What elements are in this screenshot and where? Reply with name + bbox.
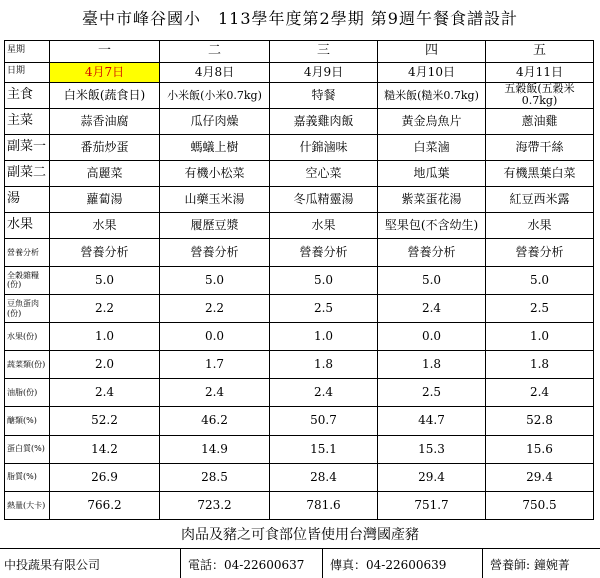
menu-row-veg (5, 351, 594, 379)
side-dish-1-cell: 白菜滷 (378, 134, 486, 160)
vegetable-value: 1.8 (378, 351, 486, 379)
analysis-cell: 營養分析 (270, 238, 378, 266)
main-dish-cell: 蒜香油腐 (50, 108, 160, 134)
fat-portion-value: 2.5 (378, 379, 486, 407)
date-cell: 4月10日 (378, 62, 486, 82)
carb-pct-value: 50.7 (270, 407, 378, 435)
menu-row-side2 (5, 160, 594, 186)
vegetable-value: 1.7 (160, 351, 270, 379)
grains-value: 5.0 (160, 266, 270, 294)
row-label-fruit: 水果 (5, 212, 50, 238)
protein-pct-value: 14.9 (160, 435, 270, 463)
fruit-cell: 履歷豆漿 (160, 212, 270, 238)
weekday-cell: 五 (486, 41, 594, 63)
footer-divider (482, 549, 483, 578)
main-dish-cell: 瓜仔肉燥 (160, 108, 270, 134)
row-label-fat_pct: 脂質(%) (5, 463, 50, 491)
menu-row-prot_pct (5, 435, 594, 463)
fat-pct-value: 28.5 (160, 463, 270, 491)
fruit-portion-value: 0.0 (160, 323, 270, 351)
weekday-cell: 二 (160, 41, 270, 63)
row-label-veg: 蔬菜類(份) (5, 351, 50, 379)
main-dish-cell: 蔥油雞 (486, 108, 594, 134)
side-dish-2-cell: 高麗菜 (50, 160, 160, 186)
footer-bar (0, 548, 600, 578)
protein-value: 2.5 (486, 295, 594, 323)
calorie-value: 766.2 (50, 491, 160, 519)
fat-portion-value: 2.4 (270, 379, 378, 407)
fruit-portion-value: 1.0 (50, 323, 160, 351)
soup-cell: 蘿蔔湯 (50, 186, 160, 212)
carb-pct-value: 46.2 (160, 407, 270, 435)
menu-row-grains (5, 266, 594, 294)
protein-value: 2.5 (270, 295, 378, 323)
fat-portion-value: 2.4 (160, 379, 270, 407)
vegetable-value: 1.8 (270, 351, 378, 379)
staple-text: 小米飯(小米0.7kg) (167, 88, 262, 102)
menu-row-date (5, 62, 594, 82)
weekday-cell: 四 (378, 41, 486, 63)
row-label-prot_pct: 蛋白質(%) (5, 435, 50, 463)
row-label-fat: 油脂(份) (5, 379, 50, 407)
soup-cell: 山藥玉米湯 (160, 186, 270, 212)
calorie-value: 781.6 (270, 491, 378, 519)
grains-value: 5.0 (486, 266, 594, 294)
row-label-staple: 主食 (5, 82, 50, 108)
calorie-value: 723.2 (160, 491, 270, 519)
date-cell: 4月11日 (486, 62, 594, 82)
row-label-carb: 醣類(%) (5, 407, 50, 435)
staple-text: 五穀飯(五穀米0.7kg) (504, 82, 575, 107)
protein-pct-value: 15.1 (270, 435, 378, 463)
side-dish-1-cell: 螞蟻上樹 (160, 134, 270, 160)
menu-row-protein (5, 295, 594, 323)
weekday-cell: 三 (270, 41, 378, 63)
menu-row-carb (5, 407, 594, 435)
protein-pct-value: 15.6 (486, 435, 594, 463)
row-label-kcal: 熱量(大卡) (5, 491, 50, 519)
fat-pct-value: 26.9 (50, 463, 160, 491)
side-dish-1-cell: 番茄炒蛋 (50, 134, 160, 160)
staple-cell: 特餐 (270, 82, 378, 108)
main-dish-cell: 嘉義雞肉飯 (270, 108, 378, 134)
footer-divider (322, 549, 323, 578)
staple-cell (160, 82, 270, 108)
menu-row-analysis (5, 238, 594, 266)
fruit-cell: 水果 (270, 212, 378, 238)
company-name: 中投蔬果有限公司 (4, 558, 101, 572)
row-label-side1: 副菜一 (5, 134, 50, 160)
staple-cell (486, 82, 594, 108)
row-label-main: 主菜 (5, 108, 50, 134)
page-title: 臺中市峰谷國小 113學年度第2學期 第9週午餐食譜設計 (82, 9, 518, 28)
menu-row-fat_pct (5, 463, 594, 491)
fruit-portion-value: 0.0 (378, 323, 486, 351)
staple-cell: 白米飯(蔬食日) (50, 82, 160, 108)
phone-number: 電話：04-22600637 (188, 558, 305, 572)
menu-table (4, 40, 594, 520)
protein-value: 2.4 (378, 295, 486, 323)
menu-row-water (5, 323, 594, 351)
side-dish-2-cell: 有機黑葉白菜 (486, 160, 594, 186)
dietitian-name: 營養師: 鐘婉菁 (490, 558, 570, 572)
weekday-cell: 一 (50, 41, 160, 63)
row-label-soup: 湯 (5, 186, 50, 212)
protein-value: 2.2 (160, 295, 270, 323)
fruit-portion-value: 1.0 (486, 323, 594, 351)
analysis-cell: 營養分析 (50, 238, 160, 266)
date-cell: 4月7日 (50, 62, 160, 82)
carb-pct-value: 52.2 (50, 407, 160, 435)
fat-pct-value: 29.4 (486, 463, 594, 491)
fax-number: 傳真：04-22600639 (330, 558, 447, 572)
staple-cell (378, 82, 486, 108)
row-label-protein: 豆魚蛋肉(份) (5, 295, 50, 323)
side-dish-2-cell: 地瓜葉 (378, 160, 486, 186)
menu-row-soup (5, 186, 594, 212)
carb-pct-value: 52.8 (486, 407, 594, 435)
date-cell: 4月9日 (270, 62, 378, 82)
protein-pct-value: 15.3 (378, 435, 486, 463)
menu-row-kcal (5, 491, 594, 519)
row-label-side2: 副菜二 (5, 160, 50, 186)
fat-pct-value: 29.4 (378, 463, 486, 491)
side-dish-2-cell: 有機小松菜 (160, 160, 270, 186)
protein-pct-value: 14.2 (50, 435, 160, 463)
grains-value: 5.0 (270, 266, 378, 294)
grains-value: 5.0 (378, 266, 486, 294)
row-label-analysis: 營養分析 (5, 238, 50, 266)
fat-portion-value: 2.4 (50, 379, 160, 407)
analysis-cell: 營養分析 (378, 238, 486, 266)
calorie-value: 751.7 (378, 491, 486, 519)
soup-cell: 冬瓜精靈湯 (270, 186, 378, 212)
menu-row-main (5, 108, 594, 134)
footer-divider (180, 549, 181, 578)
fruit-portion-value: 1.0 (270, 323, 378, 351)
menu-row-side1 (5, 134, 594, 160)
grains-value: 5.0 (50, 266, 160, 294)
protein-value: 2.2 (50, 295, 160, 323)
fruit-cell: 水果 (50, 212, 160, 238)
row-label-water: 水果(份) (5, 323, 50, 351)
row-label-grains: 全穀雜糧(份) (5, 266, 50, 294)
vegetable-value: 2.0 (50, 351, 160, 379)
main-dish-cell: 黃金烏魚片 (378, 108, 486, 134)
soup-cell: 紫菜蛋花湯 (378, 186, 486, 212)
staple-text: 糙米飯(糙米0.7kg) (384, 88, 479, 102)
menu-row-staple (5, 82, 594, 108)
calorie-value: 750.5 (486, 491, 594, 519)
side-dish-2-cell: 空心菜 (270, 160, 378, 186)
vegetable-value: 1.8 (486, 351, 594, 379)
fat-portion-value: 2.4 (486, 379, 594, 407)
menu-row-weekday (5, 41, 594, 63)
menu-row-fruit (5, 212, 594, 238)
side-dish-1-cell: 海帶干絲 (486, 134, 594, 160)
menu-row-fat (5, 379, 594, 407)
side-dish-1-cell: 什錦滷味 (270, 134, 378, 160)
date-cell: 4月8日 (160, 62, 270, 82)
fruit-cell: 水果 (486, 212, 594, 238)
carb-pct-value: 44.7 (378, 407, 486, 435)
analysis-cell: 營養分析 (486, 238, 594, 266)
pork-origin-note: 肉品及豬之可食部位皆使用台灣國產豬 (181, 527, 419, 543)
row-label-weekday: 星期 (5, 41, 50, 63)
row-label-date: 日期 (5, 62, 50, 82)
fruit-cell: 堅果包(不含幼生) (378, 212, 486, 238)
fat-pct-value: 28.4 (270, 463, 378, 491)
soup-cell: 紅豆西米露 (486, 186, 594, 212)
analysis-cell: 營養分析 (160, 238, 270, 266)
